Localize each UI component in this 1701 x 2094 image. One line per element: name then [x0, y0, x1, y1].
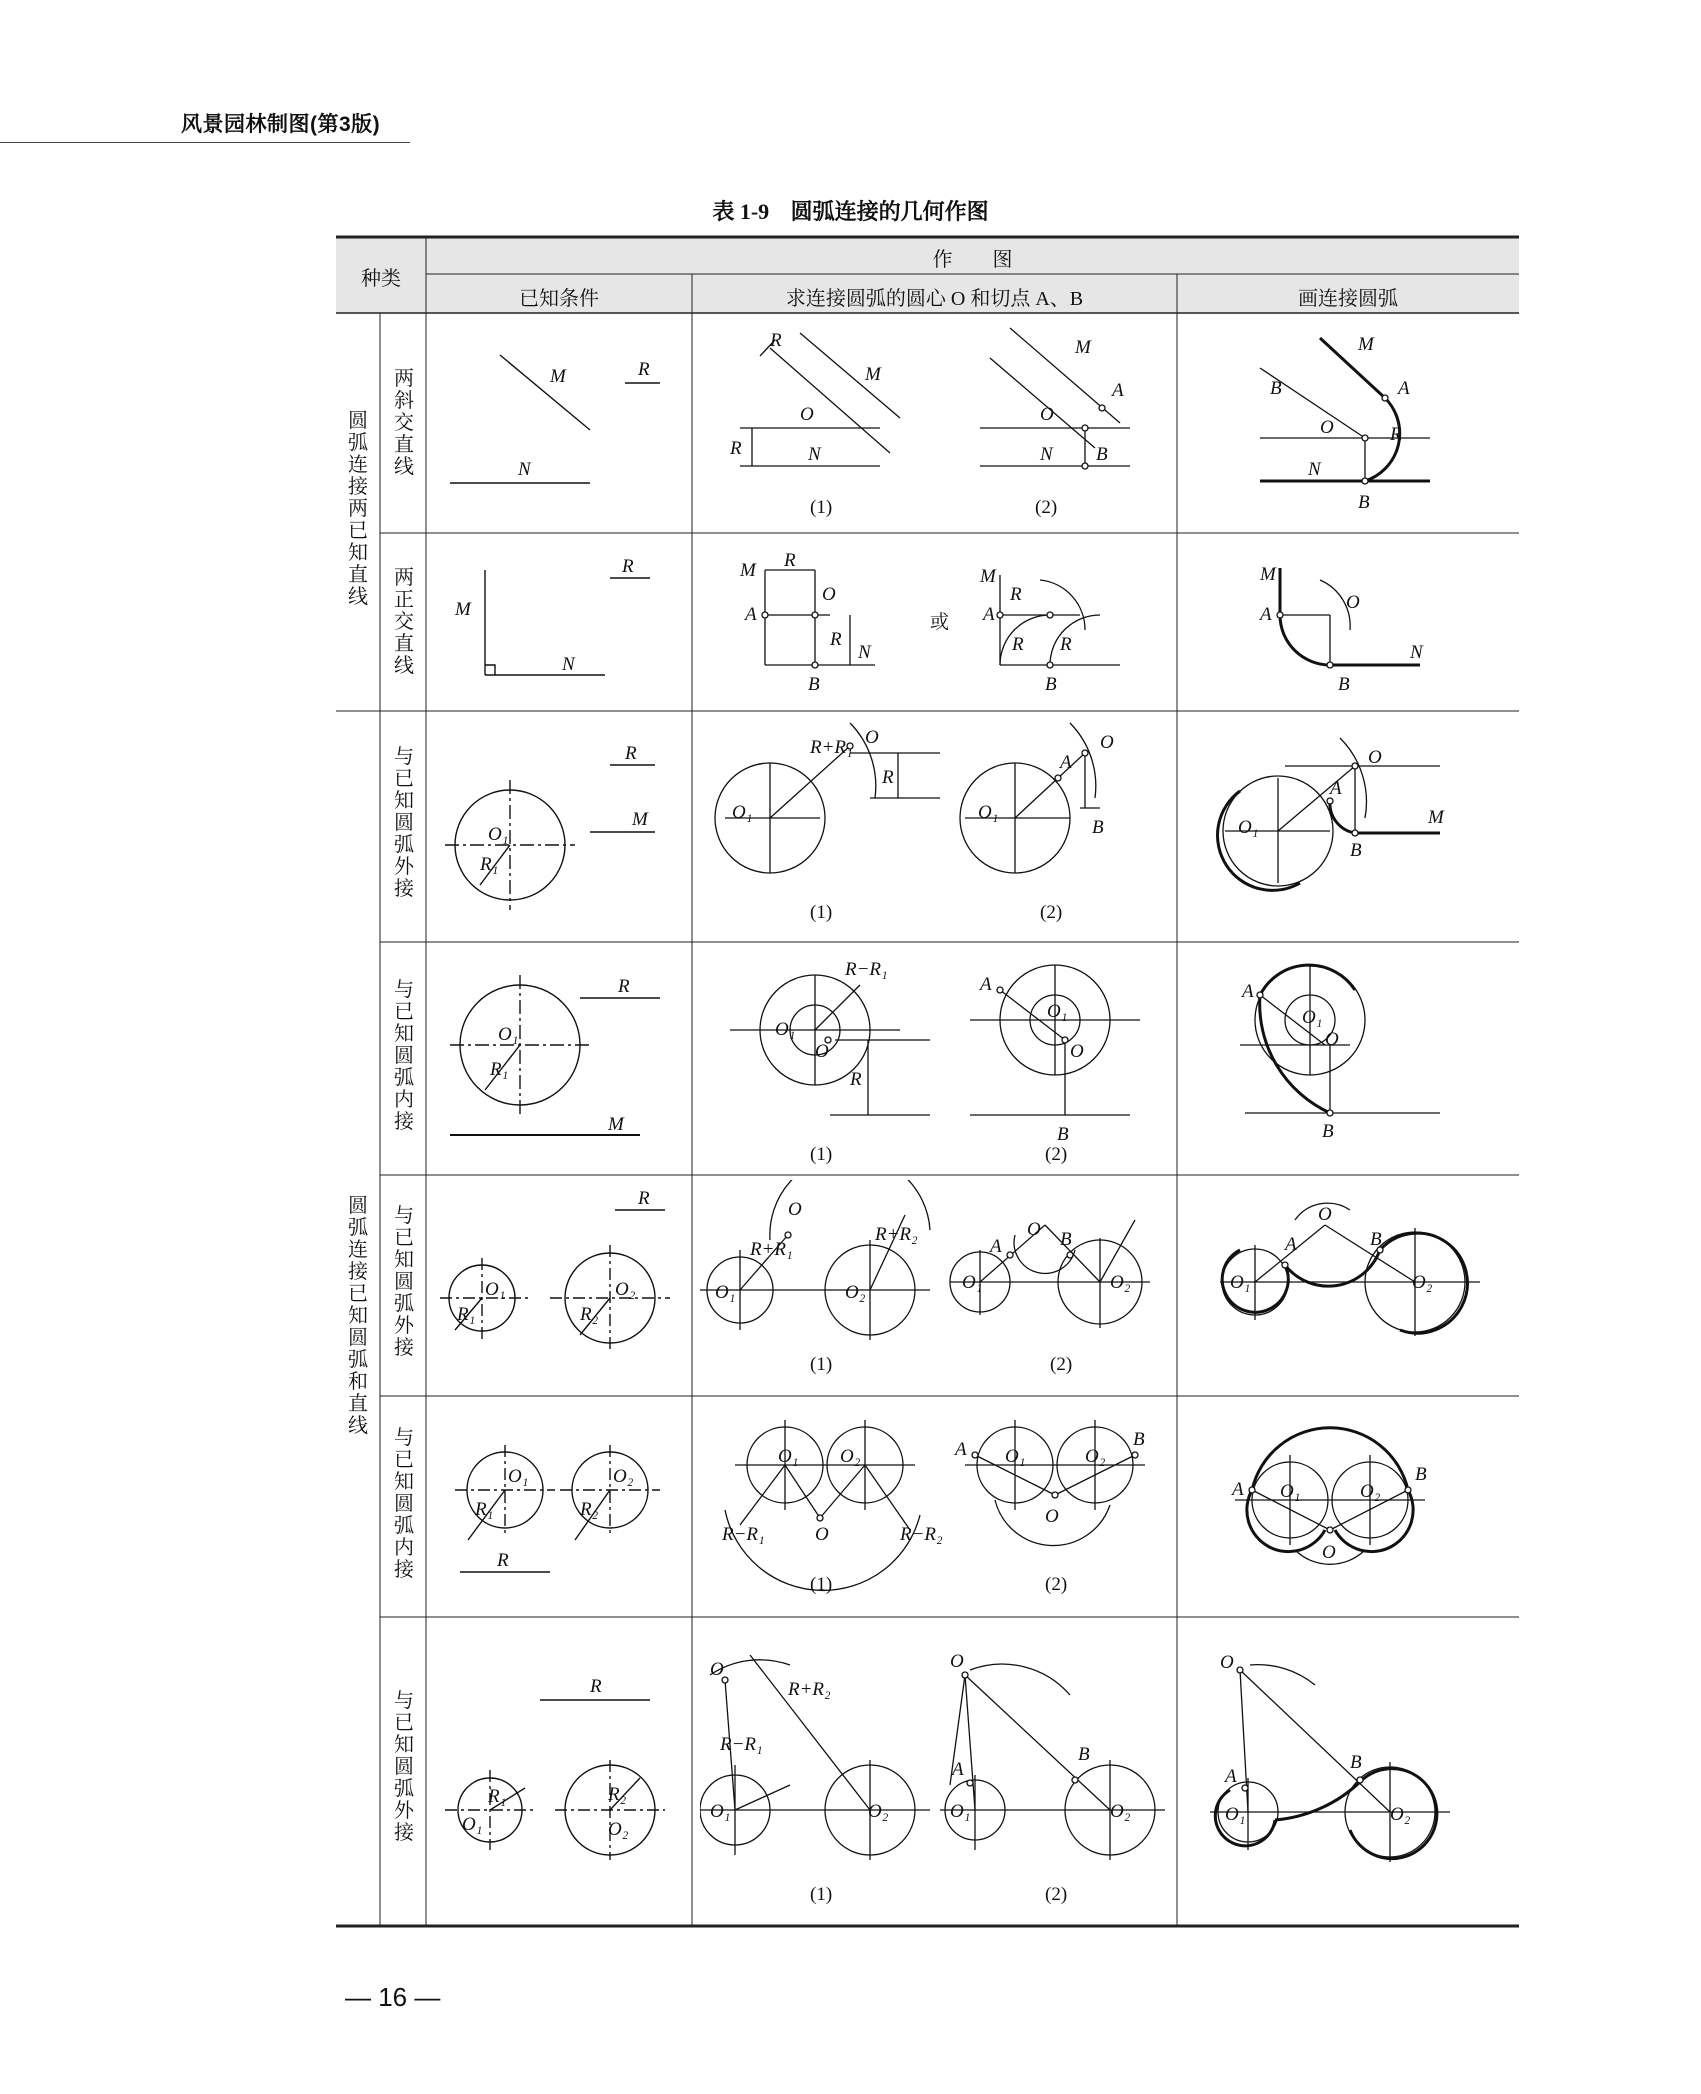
- diagram-label: R−R₁: [720, 1734, 763, 1755]
- diagram-label: O: [950, 1651, 964, 1672]
- diagram-label: B: [1078, 1744, 1090, 1765]
- diagram-label: A: [980, 974, 992, 995]
- diagram-label: O₂: [1360, 1481, 1381, 1502]
- diagram-label: O₁: [462, 1814, 483, 1835]
- diagram-label: O₁: [715, 1282, 736, 1303]
- diagram-label: O: [1346, 592, 1360, 613]
- diagram-label: R: [618, 976, 630, 997]
- diagram-label: M: [1428, 807, 1444, 828]
- diagram-label: O₁: [1238, 817, 1259, 838]
- diagram-row2-draw: [1190, 540, 1510, 700]
- diagram-label: O₁: [962, 1272, 983, 1293]
- diagram-label: O₂: [1110, 1801, 1131, 1822]
- diagram-label: (1): [810, 1354, 833, 1375]
- diagram-label: O: [822, 584, 836, 605]
- diagram-row1-known: [440, 330, 680, 520]
- diagram-label: R: [1012, 634, 1024, 655]
- diagram-label: R₁: [480, 854, 499, 875]
- diagram-label: O₁: [1225, 1804, 1246, 1825]
- row-kind-5: 与已知圆弧外接: [394, 1205, 414, 1359]
- running-header: 风景园林制图(第3版): [181, 113, 381, 136]
- diagram-label: O₁: [508, 1466, 529, 1487]
- diagram-label: N: [808, 444, 821, 465]
- diagram-label: O₂: [1390, 1804, 1411, 1825]
- diagram-label: O: [815, 1041, 829, 1062]
- diagram-label: (1): [810, 1884, 833, 1905]
- diagram-label: A: [1398, 378, 1410, 399]
- diagram-label: R+R₁: [750, 1239, 793, 1260]
- diagram-label: R: [1390, 424, 1402, 445]
- diagram-label: O₁: [1302, 1007, 1323, 1028]
- diagram-label: R−R₂: [900, 1524, 943, 1545]
- diagram-label: A: [1225, 1766, 1237, 1787]
- diagram-label: A: [1330, 778, 1342, 799]
- diagram-label: N: [858, 642, 871, 663]
- diagram-row4-known: [440, 950, 680, 1168]
- diagram-label: R−R₁: [845, 959, 888, 980]
- diagram-label: B: [1358, 492, 1370, 513]
- diagram-label: O: [1045, 1506, 1059, 1527]
- diagram-label: B: [1045, 674, 1057, 695]
- diagram-label: A: [745, 604, 757, 625]
- page-number: — 16 —: [345, 1982, 441, 2012]
- diagram-label: B: [1338, 674, 1350, 695]
- diagram-label: B: [1270, 378, 1282, 399]
- diagram-label: R₂: [580, 1304, 599, 1325]
- diagram-label: O₂: [1085, 1446, 1106, 1467]
- diagram-label: O: [1322, 1542, 1336, 1563]
- header-draw-arc: 画连接圆弧: [1298, 288, 1398, 310]
- diagram-label: O: [1320, 417, 1334, 438]
- diagram-label: O: [788, 1199, 802, 1220]
- diagram-label: M: [632, 809, 648, 830]
- group-label-two-lines: 圆弧连接两已知直线: [348, 410, 368, 608]
- row-kind-6: 与已知圆弧内接: [394, 1427, 414, 1581]
- diagram-label: O: [1325, 1029, 1339, 1050]
- diagram-label: O₂: [1412, 1272, 1433, 1293]
- diagram-label: A: [1112, 380, 1124, 401]
- diagram-label: M: [1260, 564, 1276, 585]
- row-kind-2: 两正交直线: [394, 567, 414, 677]
- diagram-label: R₂: [608, 1784, 627, 1805]
- diagram-label: (1): [810, 1574, 833, 1595]
- diagram-label: A: [1260, 604, 1272, 625]
- diagram-label: R+R₂: [875, 1224, 918, 1245]
- label-N: N: [518, 459, 531, 480]
- diagram-label: O₂: [1110, 1272, 1131, 1293]
- diagram-row3-known: [440, 720, 680, 935]
- diagram-row1-draw: [1190, 318, 1510, 528]
- diagram-label: A: [983, 604, 995, 625]
- diagram-label: O: [1070, 1041, 1084, 1062]
- diagram-label: M: [608, 1114, 624, 1135]
- diagram-row6-find: [700, 1400, 1170, 1615]
- diagram-label: B: [1322, 1121, 1334, 1142]
- row-kind-4: 与已知圆弧内接: [394, 979, 414, 1133]
- diagram-label: O₁: [488, 824, 509, 845]
- diagram-label: R: [830, 629, 842, 650]
- diagram-label: R−R₁: [722, 1524, 765, 1545]
- diagram-label: R: [770, 330, 782, 351]
- diagram-label: B: [1092, 817, 1104, 838]
- diagram-label: O₁: [732, 802, 753, 823]
- diagram-label: R: [882, 767, 894, 788]
- diagram-label: O₁: [778, 1446, 799, 1467]
- diagram-label: M: [1358, 334, 1374, 355]
- diagram-label: R: [784, 550, 796, 571]
- diagram-label: R: [590, 1676, 602, 1697]
- diagram-label: R: [730, 438, 742, 459]
- diagram-label: R: [497, 1550, 509, 1571]
- diagram-label: N: [562, 654, 575, 675]
- group-label-arc-and-line: 圆弧连接已知圆弧和直线: [348, 1195, 368, 1437]
- diagram-label: O₁: [775, 1019, 796, 1040]
- diagram-label: O₁: [1280, 1481, 1301, 1502]
- diagram-label: A: [952, 1759, 964, 1780]
- diagram-label: R₁: [457, 1304, 476, 1325]
- table-number: 表 1-9: [712, 199, 770, 224]
- diagram-label: A: [1232, 1479, 1244, 1500]
- diagram-label: M: [455, 599, 471, 620]
- diagram-label: R: [1010, 584, 1022, 605]
- diagram-label: O₂: [840, 1446, 861, 1467]
- diagram-label: R: [622, 556, 634, 577]
- diagram-label: O: [1100, 732, 1114, 753]
- diagram-label: O₂: [845, 1282, 866, 1303]
- diagram-label: O: [815, 1524, 829, 1545]
- diagram-label: O₁: [1230, 1272, 1251, 1293]
- diagram-label: O₁: [950, 1801, 971, 1822]
- diagram-label: O: [865, 727, 879, 748]
- diagram-label: O: [800, 404, 814, 425]
- table-title: 圆弧连接的几何作图: [790, 199, 989, 224]
- diagram-label: M: [1075, 337, 1091, 358]
- diagram-row7-find: [700, 1625, 1170, 1915]
- diagram-label: (2): [1040, 902, 1063, 923]
- diagram-label: O₂: [868, 1801, 889, 1822]
- diagram-label: R+R₂: [788, 1679, 831, 1700]
- diagram-label: O₂: [615, 1279, 636, 1300]
- header-kind: 种类: [361, 268, 401, 290]
- diagram-label: A: [1060, 752, 1072, 773]
- diagram-label: (2): [1045, 1144, 1068, 1165]
- diagram-label: R: [850, 1069, 862, 1090]
- diagram-label: B: [1350, 1752, 1362, 1773]
- diagram-label: M: [740, 560, 756, 581]
- diagram-row4-draw: [1190, 945, 1510, 1170]
- diagram-row3-draw: [1190, 718, 1510, 938]
- row-kind-7: 与已知圆弧外接: [394, 1690, 414, 1844]
- diagram-label: B: [1350, 840, 1362, 861]
- diagram-label: O₁: [498, 1024, 519, 1045]
- diagram-label: O₁: [1005, 1446, 1026, 1467]
- diagram-label: O: [1368, 747, 1382, 768]
- diagram-label: A: [990, 1236, 1002, 1257]
- diagram-label: B: [1370, 1229, 1382, 1250]
- header-known-conditions: 已知条件: [519, 288, 599, 310]
- diagram-row4-find: [700, 945, 1170, 1170]
- diagram-label: B: [1096, 444, 1108, 465]
- diagram-label: N: [1040, 444, 1053, 465]
- diagram-label: R₂: [580, 1499, 599, 1520]
- diagram-label: (1): [810, 497, 833, 518]
- diagram-label: (1): [810, 902, 833, 923]
- diagram-label: M: [865, 364, 881, 385]
- row-kind-3: 与已知圆弧外接: [394, 746, 414, 900]
- diagram-row6-known: [440, 1400, 680, 1615]
- diagram-label: B: [1415, 1464, 1427, 1485]
- diagram-label: O₁: [485, 1279, 506, 1300]
- diagram-row6-draw: [1190, 1400, 1510, 1615]
- diagram-label: (2): [1045, 1884, 1068, 1905]
- diagram-label: N: [1410, 642, 1423, 663]
- diagram-label: R₁: [490, 1059, 509, 1080]
- diagram-label: R+R₁: [810, 737, 853, 758]
- diagram-label: A: [955, 1439, 967, 1460]
- diagram-row1-find: [700, 318, 1170, 528]
- diagram-row5-known: [440, 1180, 680, 1390]
- diagram-label: B: [1057, 1124, 1069, 1145]
- label-M: M: [550, 366, 566, 387]
- label-R: R: [638, 359, 650, 380]
- diagram-label: N: [1308, 459, 1321, 480]
- diagram-label: R₁: [475, 1499, 494, 1520]
- diagram-label: B: [808, 674, 820, 695]
- header-drawing: 作 图: [932, 249, 1013, 271]
- diagram-label: O: [1220, 1652, 1234, 1673]
- diagram-label: (2): [1035, 497, 1058, 518]
- diagram-label: O₁: [1047, 1001, 1068, 1022]
- diagram-label: B: [1060, 1229, 1072, 1250]
- diagram-row7-draw: [1190, 1640, 1510, 1890]
- diagram-row2-known: [440, 545, 680, 700]
- diagram-row2-find: [700, 540, 1170, 700]
- diagram-label: O: [1027, 1219, 1041, 1240]
- diagram-row3-find: [700, 718, 1170, 938]
- diagram-label: (2): [1045, 1574, 1068, 1595]
- diagram-label: O: [710, 1659, 724, 1680]
- diagram-label: M: [980, 566, 996, 587]
- diagram-label: (1): [810, 1144, 833, 1165]
- diagram-label: (2): [1050, 1354, 1073, 1375]
- diagram-row5-find: [700, 1180, 1170, 1390]
- diagram-label: A: [1285, 1234, 1297, 1255]
- diagram-label: A: [1242, 981, 1254, 1002]
- diagram-label: O: [1040, 404, 1054, 425]
- diagram-label: O₁: [710, 1801, 731, 1822]
- diagram-row5-draw: [1190, 1180, 1510, 1390]
- diagram-row7-known: [440, 1640, 680, 1890]
- diagram-label: O₂: [608, 1819, 629, 1840]
- diagram-label: O₂: [613, 1466, 634, 1487]
- diagram-label: O₁: [978, 802, 999, 823]
- header-find-center: 求连接圆弧的圆心 O 和切点 A、B: [785, 288, 1084, 310]
- diagram-label: R: [1060, 634, 1072, 655]
- row-kind-1: 两斜交直线: [394, 368, 414, 478]
- diagram-label: R: [638, 1188, 650, 1209]
- diagram-label: R₁: [488, 1786, 507, 1807]
- diagram-label: 或: [930, 612, 950, 633]
- diagram-label: O: [1318, 1204, 1332, 1225]
- diagram-label: R: [625, 743, 637, 764]
- diagram-label: B: [1133, 1429, 1145, 1450]
